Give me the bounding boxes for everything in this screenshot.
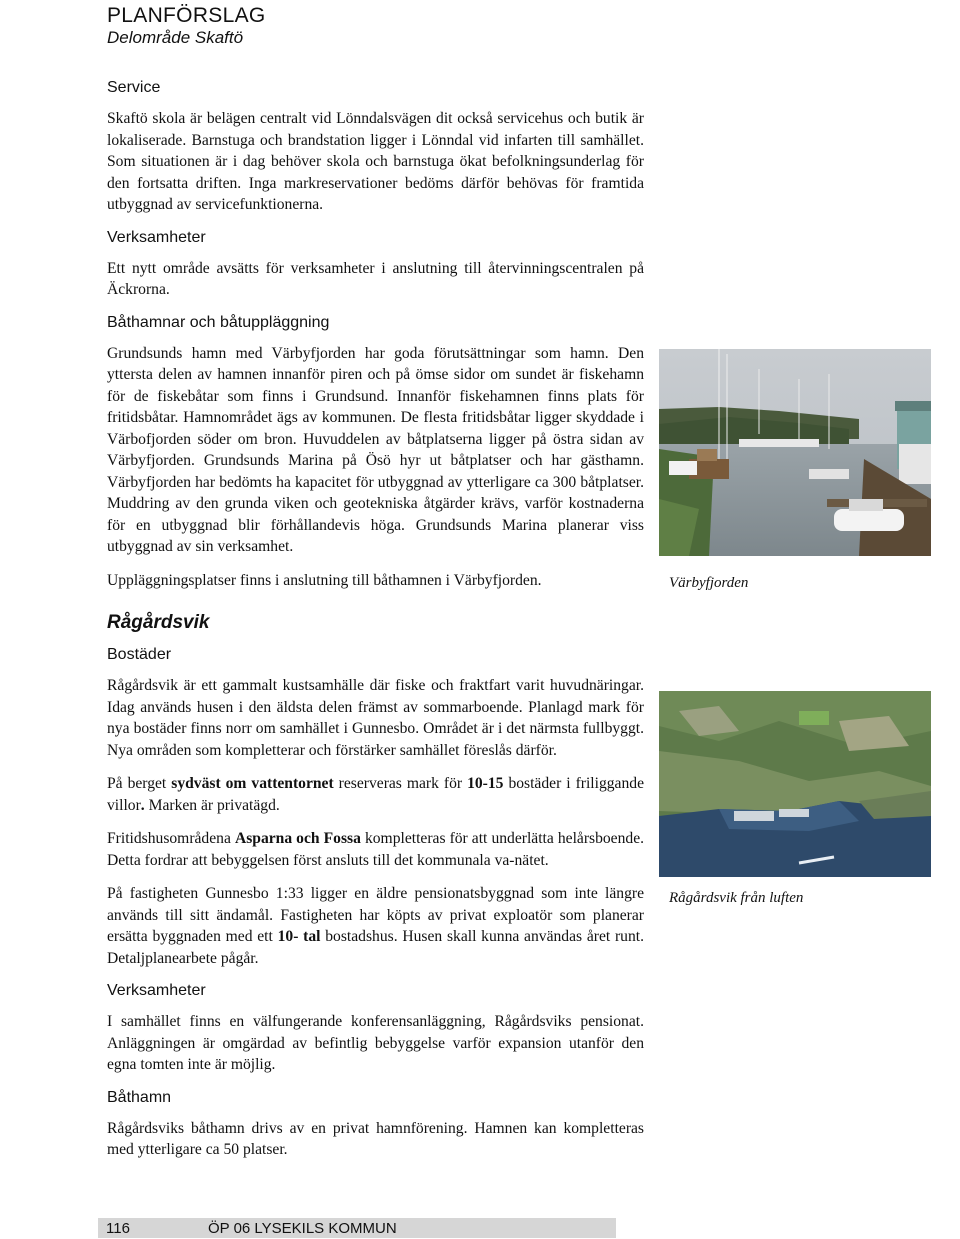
paragraph-bostader-2 — [107, 773, 644, 816]
bold-text: 10-15 — [467, 775, 504, 792]
text-span: kompletteras för att underlätta helårsboende. Detta fordrar att bebyggelsen först ansluts till det kommunala va-nätet. — [107, 830, 645, 869]
bold-text: . — [140, 796, 145, 814]
paragraph-verksamheter-2: I samhället finns en välfungerande konferensanläggning, Rågårdsviks pensionat. Anläggningen är omgärdad av befintlig bebyggelse varför expansion utanför den egna tomten inte är möjlig. — [107, 1013, 644, 1073]
text-span: På fastigheten Gunnesbo 1:33 ligger en äldre pensionatsbyggnad som inte längre används till sitt ändamål. Fastigheten har köpts av privat exploatör som planerar ersätta byggnaden med ett — [107, 885, 644, 945]
text-span: bostadshus. Husen skall kunna användas året runt. Detaljplanearbete pågår. — [107, 928, 644, 967]
bold-text: 10- tal — [277, 928, 321, 945]
paragraph-bostader-3 — [107, 828, 644, 871]
paragraph-bostader-1: Rågårdsvik är ett gammalt kustsamhälle där fiske och fraktfart varit huvudnäringar. Idag används husen i den äldsta delen främst av sommarboende. Planlagd mark för nya bostäder finns norr om samhället i Gunnesbo. Området är i det närmsta fullbyggt. Nya områden som kompletterar och förstärker samhället föreslås därför. — [107, 677, 644, 759]
harbor-photo — [659, 349, 931, 556]
document-title: PLANFÖRSLAG — [107, 4, 266, 27]
heading-verksamheter-1: Verksamheter — [107, 228, 206, 246]
bold-text: sydväst om vattentornet — [171, 775, 334, 792]
bold-text: Asparna och Fossa — [234, 830, 361, 847]
paragraph-bathamnar-2: Uppläggningsplatser finns i anslutning till båthamnen i Värbyfjorden. — [107, 571, 542, 589]
heading-service: Service — [107, 79, 161, 96]
heading-bostader: Bostäder — [107, 646, 172, 663]
heading-ragardsvik: Rågårdsvik — [107, 612, 210, 633]
text-span: Fritidshusområdena — [107, 830, 235, 847]
paragraph-bostader-4 — [107, 883, 644, 969]
page-footer — [98, 1218, 616, 1238]
heading-bathamn: Båthamn — [107, 1088, 172, 1106]
paragraph-bathamnar-1: Grundsunds hamn med Värbyfjorden har goda förutsättningar som hamn. Den yttersta delen av hamnen innanför piren och på ömse sidor om sundet är fiskehamn för de fiskebåtar som finns i Grundsund. Innanför fiskehamnen finns plats för fritidsbåtar. Hamnområdet ägs av kommunen. De flesta fritidsbåtar ligger skyddade i Värbofjorden söder om bron. Huvuddelen av båtplatserna ligger på östra sidan av Värbyfjorden. Grundsunds Marina på Ösö hyr ut båtplatser och har gästhamn. Värbyfjorden har bedömts ha kapacitet för utbyggnad av ytterligare ca 300 båtplatser. Muddring av den grunda viken och geotekniska åtgärder krävs, varför kostnaderna för en utbyggnad blir förhållandevis höga. Grundsunds Marina planerar viss utbyggnad av sin verksamhet. — [107, 344, 644, 555]
text-span: reserveras mark för — [333, 775, 468, 792]
publication-name: ÖP 06 LYSEKILS KOMMUN — [208, 1220, 397, 1237]
page-header — [107, 4, 266, 48]
text-span: bostäder i friliggande villor — [107, 775, 644, 814]
paragraph-verksamheter-1: Ett nytt område avsätts för verksamheter i anslutning till återvinningscentralen på Äckrorna. — [107, 259, 644, 298]
document-subtitle: Delområde Skaftö — [107, 28, 244, 47]
text-span: Marken är privatägd. — [144, 796, 280, 814]
aerial-photo — [659, 691, 931, 877]
caption-harbor: Värbyfjorden — [669, 575, 749, 591]
paragraph-service: Skaftö skola är belägen centralt vid Lönndalsvägen dit också servicehus och butik är lokaliserade. Barnstuga och brandstation ligger i Lönndal vid infarten till samhället. Som situationen är i dag behöver skola och barnstuga ökat befolkningsunderlag för den fortsatta driften. Inga markreservationer bedöms därför behövas för framtida utbyggnad av servicefunktionerna. — [107, 110, 644, 213]
caption-aerial: Rågårdsvik från luften — [669, 890, 804, 906]
page-number: 116 — [106, 1220, 130, 1237]
heading-bathamnar: Båthamnar och båtuppläggning — [107, 313, 330, 331]
paragraph-bathamn: Rågårdsviks båthamn drivs av en privat hamnförening. Hamnen kan kompletteras med ytterligare ca 50 platser. — [107, 1119, 644, 1158]
text-span: På berget — [107, 775, 172, 792]
heading-verksamheter-2: Verksamheter — [107, 982, 206, 999]
main-column — [107, 78, 644, 1173]
